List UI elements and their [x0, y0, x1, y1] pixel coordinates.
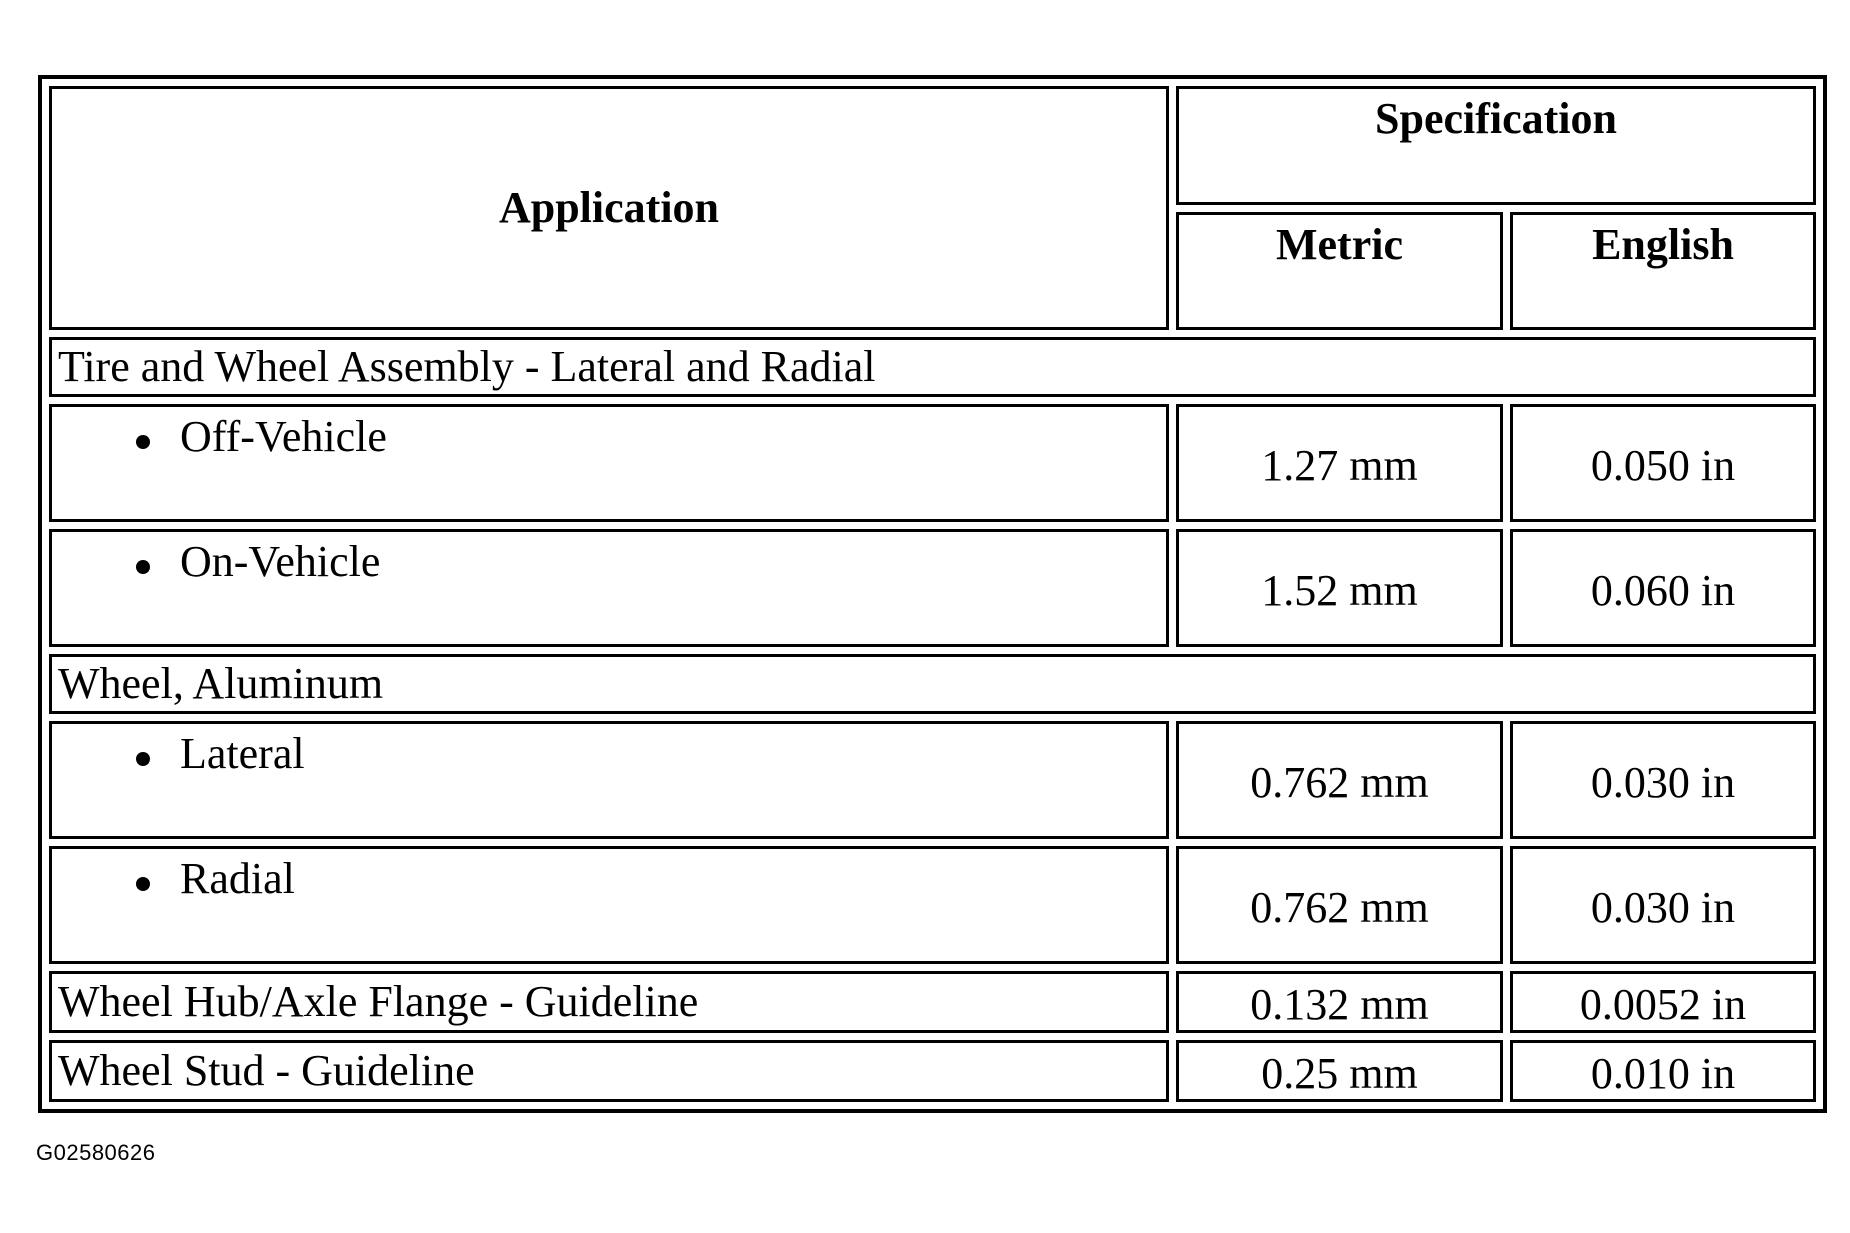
application-cell [49, 721, 1169, 839]
bullet-icon [136, 752, 150, 766]
specification-table [38, 75, 1827, 1113]
section-row [49, 337, 1816, 397]
metric-value: 0.25 mm [1176, 1040, 1503, 1102]
section-title: Tire and Wheel Assembly - Lateral and Radial [49, 337, 1816, 397]
header-english: English [1510, 212, 1816, 331]
table-row [49, 529, 1816, 647]
metric-value: 0.762 mm [1176, 846, 1503, 964]
header-application: Application [49, 86, 1169, 330]
english-value: 0.050 in [1510, 404, 1816, 522]
figure-id: G02580626 [36, 1140, 156, 1165]
header-metric: Metric [1176, 212, 1503, 331]
header-specification: Specification [1176, 86, 1816, 205]
bullet-icon [136, 877, 150, 891]
application-label: Radial [180, 854, 295, 903]
english-value: 0.060 in [1510, 529, 1816, 647]
application-label: On-Vehicle [180, 537, 381, 586]
table-row [49, 721, 1816, 839]
table-row [49, 971, 1816, 1033]
bullet-icon [136, 435, 150, 449]
header-row-top [49, 86, 1816, 205]
application-label: Off-Vehicle [180, 412, 387, 461]
table-row [49, 404, 1816, 522]
metric-value: 1.27 mm [1176, 404, 1503, 522]
table-row [49, 1040, 1816, 1102]
application-label: Wheel Hub/Axle Flange - Guideline [49, 971, 1169, 1033]
application-label: Lateral [180, 729, 305, 778]
english-value: 0.030 in [1510, 721, 1816, 839]
metric-value: 0.762 mm [1176, 721, 1503, 839]
english-value: 0.030 in [1510, 846, 1816, 964]
application-cell [49, 404, 1169, 522]
section-row [49, 654, 1816, 714]
metric-value: 0.132 mm [1176, 971, 1503, 1033]
bullet-icon [136, 560, 150, 574]
application-cell [49, 846, 1169, 964]
english-value: 0.010 in [1510, 1040, 1816, 1102]
table-row [49, 846, 1816, 964]
application-cell [49, 529, 1169, 647]
section-title: Wheel, Aluminum [49, 654, 1816, 714]
metric-value: 1.52 mm [1176, 529, 1503, 647]
english-value: 0.0052 in [1510, 971, 1816, 1033]
application-label: Wheel Stud - Guideline [49, 1040, 1169, 1102]
